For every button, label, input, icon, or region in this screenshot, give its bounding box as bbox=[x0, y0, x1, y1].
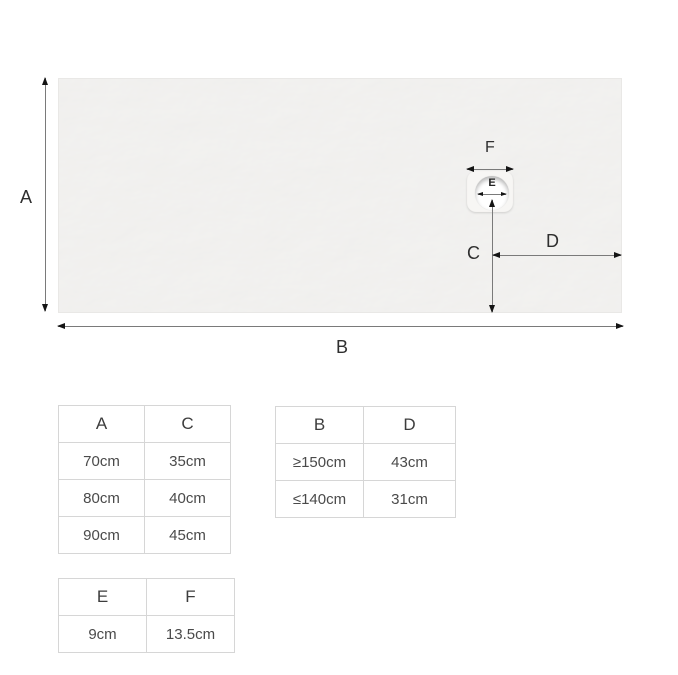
table-header-cell: A bbox=[59, 406, 145, 443]
dimension-label-d: D bbox=[546, 231, 560, 251]
table-width-drain-offset bbox=[275, 406, 456, 518]
table-cell: 31cm bbox=[364, 481, 456, 518]
table-cell: ≥150cm bbox=[276, 444, 364, 481]
dimension-label-c: C bbox=[467, 243, 481, 263]
dimension-arrow-e bbox=[478, 194, 506, 195]
table-cell: 35cm bbox=[145, 443, 231, 480]
table-cell: 80cm bbox=[59, 480, 145, 517]
table-drain-size bbox=[58, 578, 235, 653]
table-cell: 9cm bbox=[59, 616, 147, 653]
table-row bbox=[276, 444, 456, 481]
table-cell: 90cm bbox=[59, 517, 145, 554]
table-cell: 40cm bbox=[145, 480, 231, 517]
table-header-row bbox=[276, 407, 456, 444]
table-row bbox=[59, 480, 231, 517]
table-header-cell: D bbox=[364, 407, 456, 444]
table-header-cell: C bbox=[145, 406, 231, 443]
slate-texture bbox=[59, 79, 621, 312]
table-length-depth bbox=[58, 405, 231, 554]
table-row bbox=[59, 443, 231, 480]
dimension-label-b: B bbox=[336, 337, 349, 357]
table-cell: 13.5cm bbox=[147, 616, 235, 653]
table-cell: 70cm bbox=[59, 443, 145, 480]
table-header-row bbox=[59, 406, 231, 443]
dimension-label-f: F bbox=[485, 139, 496, 156]
shower-tray-surface bbox=[58, 78, 622, 313]
table-row bbox=[276, 481, 456, 518]
table-cell: 45cm bbox=[145, 517, 231, 554]
dimension-label-a: A bbox=[20, 187, 33, 207]
table-row bbox=[59, 616, 235, 653]
table-header-cell: E bbox=[59, 579, 147, 616]
dimension-arrow-b bbox=[58, 326, 623, 327]
dimension-label-e: E bbox=[488, 177, 496, 189]
dimension-arrow-f bbox=[467, 169, 513, 170]
table-header-cell: F bbox=[147, 579, 235, 616]
table-cell: 43cm bbox=[364, 444, 456, 481]
table-row bbox=[59, 517, 231, 554]
table-cell: ≤140cm bbox=[276, 481, 364, 518]
dimension-arrow-d bbox=[493, 255, 621, 256]
dimension-arrow-a bbox=[45, 78, 46, 311]
table-header-row bbox=[59, 579, 235, 616]
table-header-cell: B bbox=[276, 407, 364, 444]
